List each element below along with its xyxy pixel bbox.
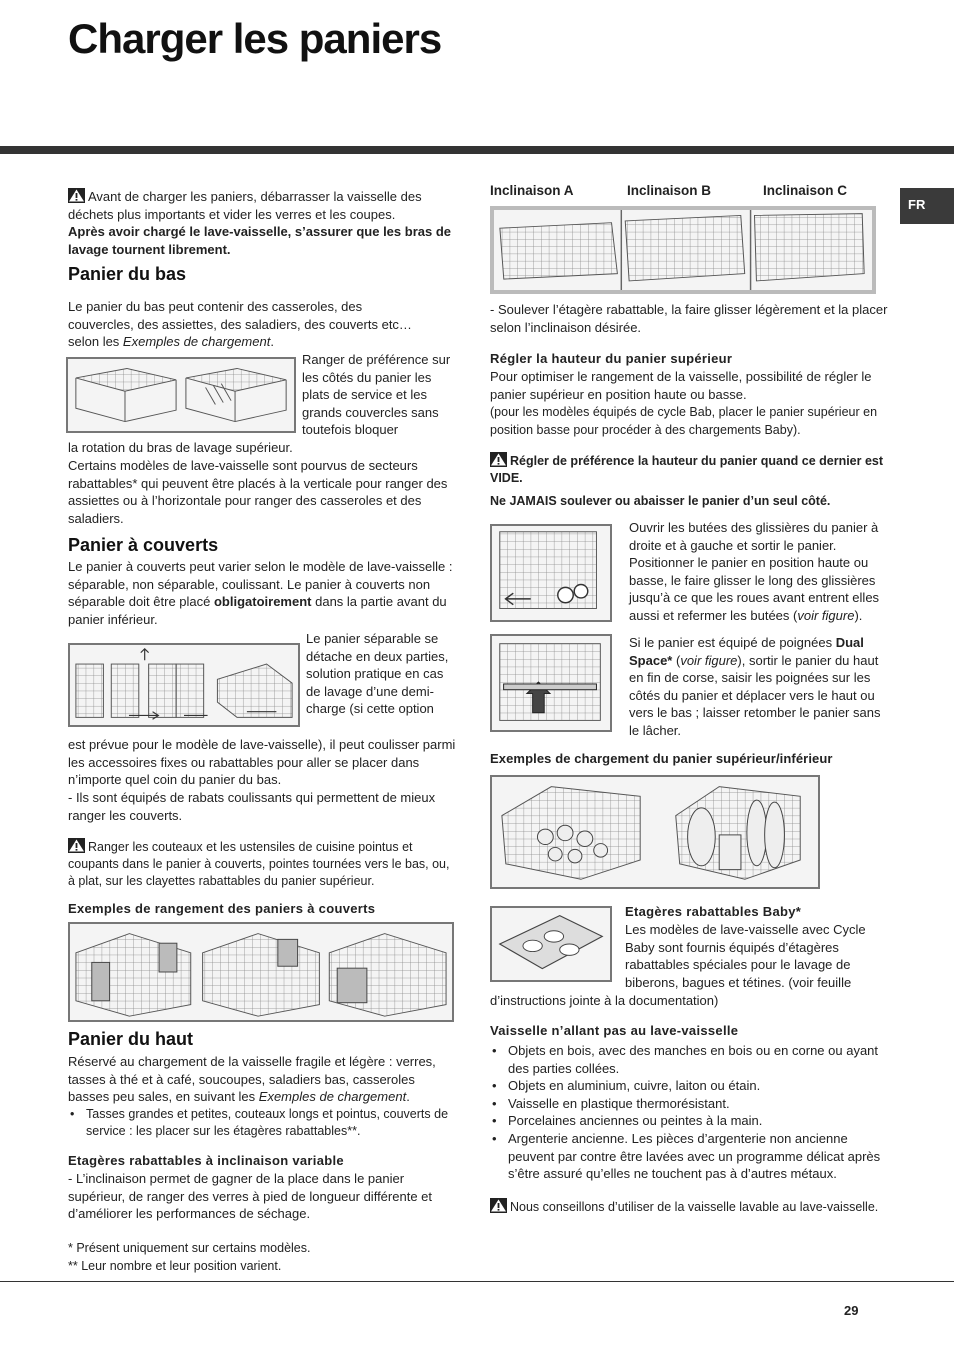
footnote-1: * Présent uniquement sur certains modèles. [68,1241,311,1255]
inclinaison-figure [490,206,876,294]
panier-couverts-p2-cont: est prévue pour le modèle de lave-vaisselle), il peut coulisser parmi les accessoires fixes ou rabattables pour aller se placer dans n’importe quel coin du panier du bas. [68,737,456,788]
panier-haut-p1: Réservé au chargement de la vaisselle fragile et légère : verres, tasses à thé et à café, soucoupes, saladiers bas, casseroles basses peu sales, en suivant les Exemples de chargement. [68,1054,436,1105]
footnote-2: ** Leur nombre et leur position varient. [68,1259,282,1273]
panier-bas-p1: Le panier du bas peut contenir des casseroles, des couvercles, des assiettes, des saladiers, des couverts etc…selon les Exemples de chargement. [68,299,412,350]
rail-stopper-figure [490,524,612,622]
dual-space-text: Si le panier est équipé de poignées Dual Space* (voir figure), sortir le panier du haut en fin de corse, saisir les poignées sur les côtés du panier et déplacer vers le haut ou vers le bas ; laisser retomber le panier sans le lâcher. [629,635,881,738]
list-item: • Tasses grandes et petites, couteaux longs et pointus, couverts de service : les placer sur les étagères rabattables**. [68,1106,458,1140]
panier-couverts-p1: Le panier à couverts peut varier selon le modèle de lave-vaisselle : séparable, non séparable, coulissant. Le panier à couverts non séparable doit être placé obligatoirement dans la partie avant du panier inférieur. [68,559,453,627]
cutlery-basket-figure [68,643,300,727]
hauteur-bold2: Ne JAMAIS soulever ou abaisser le panier d’un seul côté. [490,494,831,508]
warning-icon [68,838,85,853]
rail-stopper-text: Ouvrir les butées des glissières du panier à droite et à gauche et sortir le panier. Positionner le panier en position haute ou basse, le faire glisser le long des glissières jusqu’à ce que les roues avant entrent elles aussi et refermer les butées (voir figure). [629,520,880,623]
panier-bas-p2-cont: la rotation du bras de lavage supérieur. [68,440,293,455]
warning-icon [68,188,85,203]
cutlery-examples-figure [68,922,454,1022]
loading-examples-figure [490,775,820,889]
panier-bas-side-text: Ranger de préférence sur les côtés du panier les plats de service et les grands couvercles sans toutefois bloquer [302,352,451,438]
inclinaison-variable-heading: Etagères rabattables à inclinaison variable [68,1153,344,1168]
page-title: Charger les paniers [68,15,442,62]
hauteur-p2: (pour les modèles équipés de cycle Bab, placer le panier supérieur en position basse pour procéder à des chargements Baby). [490,405,878,437]
list-item: • Porcelaines anciennes ou peintes à la main. [490,1112,894,1130]
language-tab: FR [900,188,954,224]
bottom-rule [0,1281,954,1282]
list-item: • Objets en aluminium, cuivre, laiton ou étain. [490,1077,894,1095]
baby-shelf-figure [490,906,612,982]
inclinaison-labels [490,182,574,200]
hauteur-warning: Régler de préférence la hauteur du panier quand ce dernier est VIDE. [490,454,884,485]
panier-bas-p3: Certains modèles de lave-vaisselle sont pourvus de secteurs rabattables* qui peuvent être placés à la verticale pour ranger des assiettes ou à l’horizontale pour ranger des casseroles et des saladiers. [68,458,448,526]
intro-block [68,188,456,258]
panier-couverts-heading: Panier à couverts [68,535,219,555]
exemples-sup-inf-heading: Exemples de chargement du panier supérieur/inférieur [490,751,833,766]
panier-haut-bullets [68,1106,458,1140]
warning-icon [490,452,507,467]
inclinaison-text: - Soulever l’étagère rabattable, la faire glisser légèrement et la placer selon l’inclinaison désirée. [490,302,888,335]
cutlery-examples-heading: Exemples de rangement des paniers à couverts [68,901,376,916]
panier-haut-heading: Panier du haut [68,1029,194,1049]
panier-bas-heading: Panier du bas [68,264,187,284]
baby-text-cont: d’instructions jointe à la documentation) [490,993,719,1008]
lower-basket-figure [66,357,296,433]
intro-text: Avant de charger les paniers, débarrasser la vaisselle des déchets plus importants et vider les verres et les coupes. [68,189,422,222]
baby-side-text: Les modèles de lave-vaisselle avec Cycle Baby sont fournis équipés d’étagères rabattables spéciales pour le lavage de biberons, bagues et tétines. (voir feuille [625,922,866,990]
top-rule [0,146,954,154]
inclinaison-a-label: Inclinaison A [490,183,574,198]
list-item: • Vaisselle en plastique thermorésistant. [490,1095,894,1113]
inclinaison-variable-text: - L’inclinaison permet de gagner de la place dans le panier supérieur, de ranger des verres à pied de longueur différente et d’améliorer les performances de séchage. [68,1171,432,1222]
panier-couverts-warning: Ranger les couteaux et les ustensiles de cuisine pointus et coupants dans le panier à couverts, pointes tournées vers le bas, ou, à plat, sur les clayettes rabattables du panier supérieur. [68,840,450,888]
panier-couverts-p3: - Ils sont équipés de rabats coulissants qui permettent de mieux ranger les couverts. [68,790,436,823]
inclinaison-b-label: Inclinaison B [627,183,712,198]
vaisselle-warning: Nous conseillons d’utiliser de la vaisselle lavable au lave-vaisselle. [490,1198,900,1217]
vaisselle-heading: Vaisselle n’allant pas au lave-vaisselle [490,1023,739,1038]
vaisselle-list [490,1042,894,1183]
baby-heading: Etagères rabattables Baby* [625,904,802,919]
page-number: 29 [844,1303,859,1318]
list-item: • Argenterie ancienne. Les pièces d’argenterie non ancienne peuvent par contre être lavées avec un programme délicat après s’être assuré qu’elles ne touchent pas à d’autres métaux. [490,1130,894,1183]
panier-couverts-side-text: Le panier séparable se détache en deux parties, solution pratique en cas de lavage d’une demi-charge (si cette option [306,631,449,717]
list-item: • Objets en bois, avec des manches en bois ou en corne ou ayant des parties collées. [490,1042,894,1077]
hauteur-heading: Régler la hauteur du panier supérieur [490,351,733,366]
hauteur-p1: Pour optimiser le rangement de la vaisselle, possibilité de régler le panier supérieur en position haute ou basse. [490,369,872,402]
warning-icon [490,1198,507,1213]
inclinaison-c-label: Inclinaison C [763,183,848,198]
dual-space-figure [490,634,612,732]
intro-bold: Après avoir chargé le lave-vaisselle, s’assurer que les bras de lavage tournent librement. [68,224,451,257]
